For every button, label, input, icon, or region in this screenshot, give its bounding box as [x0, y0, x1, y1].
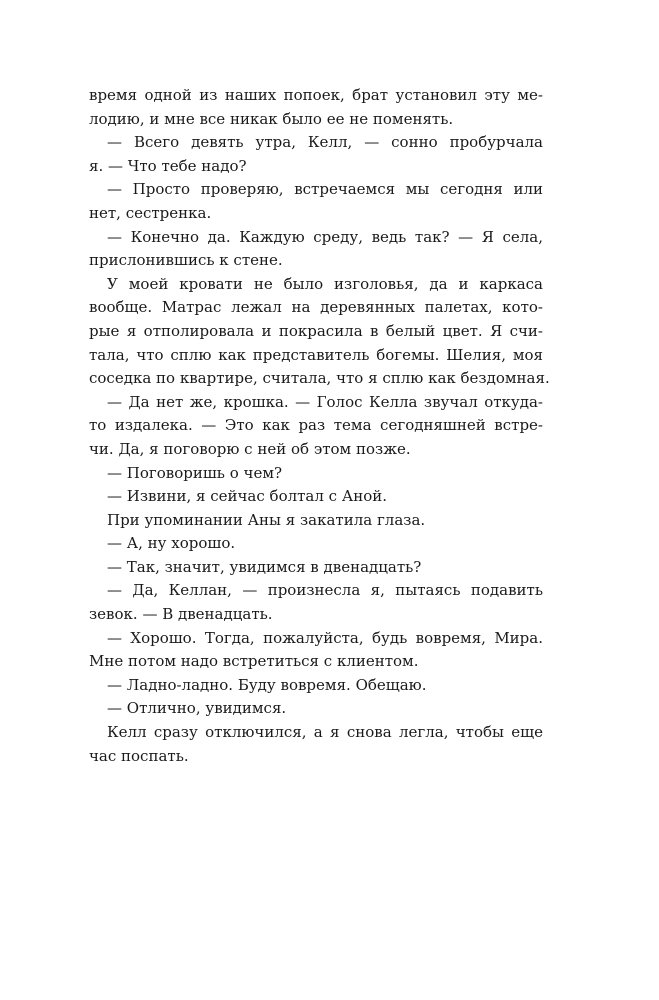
text-line: прислонившись к стене. [89, 251, 283, 270]
text-line: — Так, значит, увидимся в двенадцать? [107, 557, 422, 576]
text-line: — Всего девять утра, Келл, — сонно пробурчала [107, 133, 543, 152]
text-line: У моей кровати не было изголовья, да и каркаса [107, 274, 543, 293]
text-line: рые я отполировала и покрасила в белый цвет. Я счи- [89, 321, 543, 340]
text-line: — Да нет же, крошка. — Голос Келла звучал откуда- [107, 392, 543, 411]
text-line: зевок. — В двенадцать. [89, 605, 273, 624]
book-page-text [89, 84, 550, 768]
text-line: вообще. Матрас лежал на деревянных палетах, кото- [89, 298, 543, 317]
text-line: нет, сестренка. [89, 203, 212, 222]
text-line: тала, что сплю как представитель богемы. Шелия, моя [89, 345, 543, 364]
text-line: — Извини, я сейчас болтал с Аной. [107, 487, 387, 506]
text-line: лодию, и мне все никак было ее не поменять. [89, 109, 454, 128]
text-line: При упоминании Аны я закатила глаза. [107, 510, 426, 529]
text-line: — Просто проверяю, встречаемся мы сегодня или [107, 180, 543, 199]
text-line: — Отлично, увидимся. [107, 699, 287, 718]
text-line: — Хорошо. Тогда, пожалуйста, будь вовремя, Мира. [107, 628, 543, 647]
text-line: я. — Что тебе надо? [89, 156, 247, 175]
text-line: — Да, Келлан, — произнесла я, пытаясь подавить [107, 581, 543, 600]
text-line: — Ладно-ладно. Буду вовремя. Обещаю. [107, 675, 427, 694]
text-line: Келл сразу отключился, а я снова легла, чтобы еще [107, 723, 543, 742]
text-line: — Поговоришь о чем? [107, 463, 283, 482]
text-line: время одной из наших попоек, брат установил эту ме- [89, 86, 543, 104]
text-line: Мне потом надо встретиться с клиентом. [89, 652, 419, 671]
text-line: — А, ну хорошо. [107, 534, 236, 553]
text-line: соседка по квартире, считала, что я сплю как бездомная. [89, 369, 550, 388]
text-line: час поспать. [89, 746, 189, 765]
text-line: то издалека. — Это как раз тема сегодняшней встре- [89, 416, 543, 435]
text-line: чи. Да, я поговорю с ней об этом позже. [89, 439, 411, 458]
text-line: — Конечно да. Каждую среду, ведь так? — Я села, [107, 227, 543, 246]
